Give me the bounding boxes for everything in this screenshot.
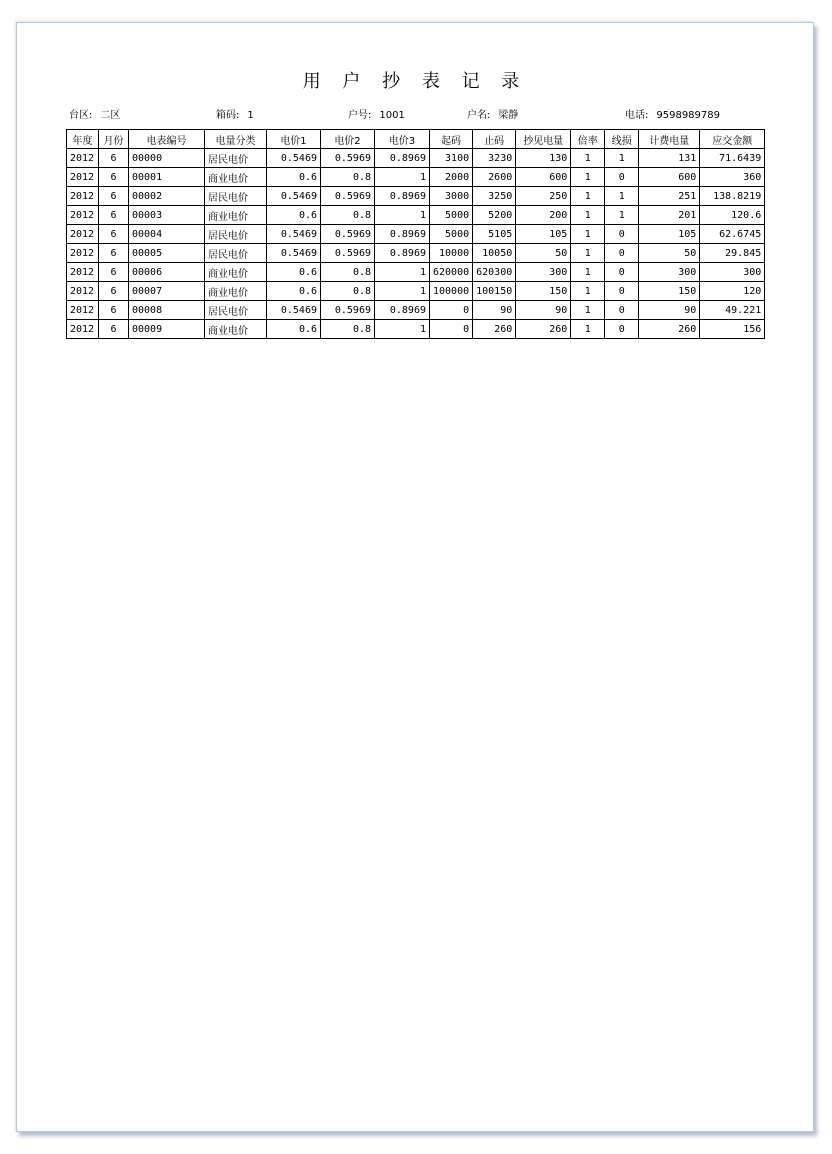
column-header: 计费电量 [639, 130, 700, 149]
table-cell: 6 [99, 206, 129, 225]
table-cell: 29.845 [700, 244, 765, 263]
table-cell: 260 [473, 320, 516, 339]
table-cell: 1 [571, 149, 605, 168]
table-cell: 居民电价 [205, 244, 267, 263]
table-cell: 0 [605, 225, 639, 244]
table-cell: 0.6 [267, 206, 321, 225]
table-cell: 00001 [129, 168, 205, 187]
table-cell: 6 [99, 149, 129, 168]
phone-value: 9598989789 [656, 110, 720, 121]
table-row [67, 301, 765, 320]
table-cell: 商业电价 [205, 263, 267, 282]
table-cell: 120.6 [700, 206, 765, 225]
box-info [216, 106, 254, 121]
table-cell: 2000 [430, 168, 473, 187]
table-cell: 0.5469 [267, 244, 321, 263]
table-header-row [67, 130, 765, 149]
page-title: 用 户 抄 表 记 录 [302, 71, 528, 92]
table-cell: 90 [516, 301, 571, 320]
table-cell: 0.8969 [375, 225, 430, 244]
table-cell: 0 [605, 263, 639, 282]
table-cell: 1 [605, 149, 639, 168]
table-cell: 0.8969 [375, 301, 430, 320]
phone-label: 电话: [625, 110, 649, 121]
table-cell: 3000 [430, 187, 473, 206]
column-header: 电价3 [375, 130, 430, 149]
table-cell: 5000 [430, 206, 473, 225]
table-cell: 300 [516, 263, 571, 282]
table-cell: 6 [99, 168, 129, 187]
name-value: 梁静 [498, 110, 519, 121]
column-header: 电价2 [321, 130, 375, 149]
table-cell: 6 [99, 320, 129, 339]
table-cell: 1 [571, 282, 605, 301]
table-cell: 600 [639, 168, 700, 187]
table-cell: 00004 [129, 225, 205, 244]
table-cell: 260 [516, 320, 571, 339]
table-cell: 300 [639, 263, 700, 282]
account-info [348, 106, 405, 121]
table-cell: 0.8 [321, 263, 375, 282]
table-cell: 商业电价 [205, 282, 267, 301]
table-cell: 0.6 [267, 282, 321, 301]
table-cell: 1 [375, 320, 430, 339]
table-cell: 251 [639, 187, 700, 206]
table-cell: 1 [571, 301, 605, 320]
table-cell: 10050 [473, 244, 516, 263]
table-cell: 6 [99, 282, 129, 301]
table-cell: 90 [639, 301, 700, 320]
table-cell: 00007 [129, 282, 205, 301]
table-cell: 6 [99, 263, 129, 282]
table-cell: 0 [605, 282, 639, 301]
table-cell: 360 [700, 168, 765, 187]
box-label: 箱码: [216, 110, 240, 121]
column-header: 应交金额 [700, 130, 765, 149]
area-label: 台区: [69, 110, 93, 121]
table-cell: 2012 [67, 206, 99, 225]
box-value: 1 [247, 110, 254, 121]
table-cell: 0 [605, 320, 639, 339]
table-cell: 1 [571, 320, 605, 339]
table-cell: 0.5969 [321, 149, 375, 168]
table-cell: 1 [571, 263, 605, 282]
table-cell: 62.6745 [700, 225, 765, 244]
table-cell: 0.8969 [375, 244, 430, 263]
table-cell: 2012 [67, 187, 99, 206]
table-cell: 0.6 [267, 320, 321, 339]
table-cell: 00005 [129, 244, 205, 263]
table-row [67, 149, 765, 168]
table-cell: 71.6439 [700, 149, 765, 168]
table-row [67, 206, 765, 225]
table-cell: 0 [430, 320, 473, 339]
table-cell: 49.221 [700, 301, 765, 320]
column-header: 电价1 [267, 130, 321, 149]
table-cell: 0.8 [321, 168, 375, 187]
table-cell: 0 [605, 301, 639, 320]
table-cell: 150 [516, 282, 571, 301]
table-cell: 3250 [473, 187, 516, 206]
table-cell: 3230 [473, 149, 516, 168]
table-cell: 600 [516, 168, 571, 187]
table-cell: 居民电价 [205, 149, 267, 168]
table-cell: 0 [605, 244, 639, 263]
table-cell: 2012 [67, 320, 99, 339]
table-cell: 00000 [129, 149, 205, 168]
table-cell: 6 [99, 301, 129, 320]
table-cell: 0.5469 [267, 225, 321, 244]
table-cell: 0.6 [267, 168, 321, 187]
table-cell: 00009 [129, 320, 205, 339]
table-cell: 2012 [67, 244, 99, 263]
table-cell: 居民电价 [205, 225, 267, 244]
table-cell: 620000 [430, 263, 473, 282]
table-cell: 居民电价 [205, 301, 267, 320]
table-cell: 260 [639, 320, 700, 339]
column-header: 抄见电量 [516, 130, 571, 149]
table-cell: 0.8 [321, 206, 375, 225]
table-cell: 156 [700, 320, 765, 339]
table-cell: 00008 [129, 301, 205, 320]
table-cell: 0.5469 [267, 187, 321, 206]
phone-info [625, 106, 720, 121]
table-cell: 2012 [67, 282, 99, 301]
print-preview-page [16, 22, 814, 1132]
table-cell: 6 [99, 187, 129, 206]
table-row [67, 187, 765, 206]
area-info [69, 106, 120, 121]
table-cell: 2600 [473, 168, 516, 187]
table-cell: 105 [639, 225, 700, 244]
table-cell: 5200 [473, 206, 516, 225]
table-cell: 1 [571, 244, 605, 263]
table-cell: 2012 [67, 301, 99, 320]
table-cell: 1 [571, 168, 605, 187]
table-cell: 0.8969 [375, 149, 430, 168]
table-body [67, 149, 765, 339]
table-cell: 1 [571, 225, 605, 244]
table-cell: 200 [516, 206, 571, 225]
table-cell: 5000 [430, 225, 473, 244]
table-cell: 居民电价 [205, 187, 267, 206]
table-cell: 201 [639, 206, 700, 225]
table-row [67, 225, 765, 244]
table-cell: 100000 [430, 282, 473, 301]
table-cell: 0.5469 [267, 149, 321, 168]
table-cell: 50 [639, 244, 700, 263]
table-cell: 1 [605, 206, 639, 225]
table-row [67, 244, 765, 263]
area-value: 二区 [100, 110, 121, 121]
column-header: 电量分类 [205, 130, 267, 149]
table-cell: 150 [639, 282, 700, 301]
column-header: 起码 [430, 130, 473, 149]
table-row [67, 168, 765, 187]
table-cell: 1 [375, 282, 430, 301]
table-cell: 0.8969 [375, 187, 430, 206]
table-cell: 0.5469 [267, 301, 321, 320]
table-row [67, 263, 765, 282]
table-cell: 0.5969 [321, 244, 375, 263]
column-header: 月份 [99, 130, 129, 149]
table-cell: 138.8219 [700, 187, 765, 206]
table-cell: 0 [605, 168, 639, 187]
table-cell: 商业电价 [205, 206, 267, 225]
table-cell: 620300 [473, 263, 516, 282]
table-cell: 0.5969 [321, 301, 375, 320]
table-cell: 5105 [473, 225, 516, 244]
table-cell: 120 [700, 282, 765, 301]
table-cell: 0.8 [321, 320, 375, 339]
table-cell: 1 [375, 263, 430, 282]
table-cell: 6 [99, 244, 129, 263]
table-cell: 105 [516, 225, 571, 244]
table-cell: 300 [700, 263, 765, 282]
table-cell: 2012 [67, 168, 99, 187]
column-header: 倍率 [571, 130, 605, 149]
table-cell: 2012 [67, 225, 99, 244]
table-cell: 50 [516, 244, 571, 263]
column-header: 电表编号 [129, 130, 205, 149]
table-row [67, 282, 765, 301]
table-cell: 131 [639, 149, 700, 168]
table-cell: 90 [473, 301, 516, 320]
table-cell: 00006 [129, 263, 205, 282]
table-cell: 00002 [129, 187, 205, 206]
table-cell: 00003 [129, 206, 205, 225]
table-cell: 250 [516, 187, 571, 206]
table-cell: 2012 [67, 263, 99, 282]
account-value: 1001 [379, 110, 405, 121]
table-cell: 商业电价 [205, 320, 267, 339]
table-cell: 1 [605, 187, 639, 206]
table-cell: 1 [375, 206, 430, 225]
table-cell: 3100 [430, 149, 473, 168]
table-row [67, 320, 765, 339]
table-cell: 1 [375, 168, 430, 187]
table-cell: 2012 [67, 149, 99, 168]
name-label: 户名: [467, 110, 491, 121]
table-cell: 0 [430, 301, 473, 320]
table-cell: 130 [516, 149, 571, 168]
table-cell: 1 [571, 187, 605, 206]
column-header: 年度 [67, 130, 99, 149]
table-cell: 1 [571, 206, 605, 225]
column-header: 线损 [605, 130, 639, 149]
table-cell: 6 [99, 225, 129, 244]
table-cell: 0.5969 [321, 225, 375, 244]
meter-reading-table [66, 129, 765, 339]
column-header: 止码 [473, 130, 516, 149]
table-cell: 0.6 [267, 263, 321, 282]
name-info [467, 106, 518, 121]
table-cell: 0.5969 [321, 187, 375, 206]
account-label: 户号: [348, 110, 372, 121]
table-cell: 10000 [430, 244, 473, 263]
table-cell: 0.8 [321, 282, 375, 301]
table-cell: 100150 [473, 282, 516, 301]
table-cell: 商业电价 [205, 168, 267, 187]
